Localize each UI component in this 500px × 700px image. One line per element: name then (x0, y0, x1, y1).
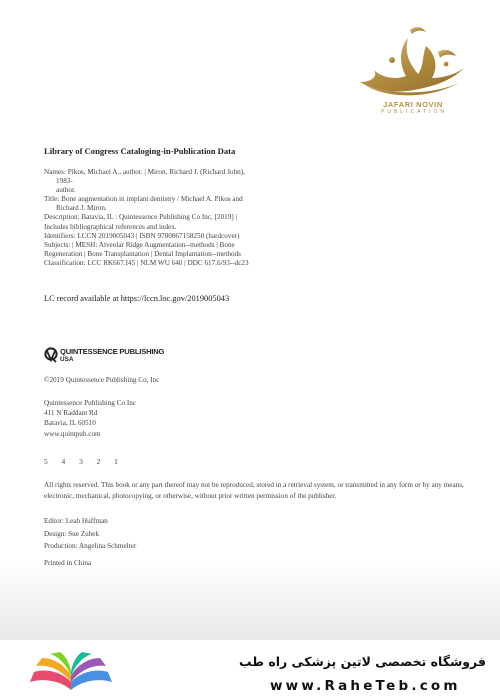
cip-line: 1983- (56, 177, 73, 186)
print-line: 5 4 3 2 1 (44, 457, 124, 466)
rights-statement: All rights reserved. This book or any part thereof may not be reproduced, stored in a retrieval system, or transmitted in any form or by any means, electronic, mechanical, photocopying, or otherwise, without prior written permission of the publisher. (44, 481, 464, 500)
cip-line: Identifiers: LCCN 2019005043 | ISBN 9780867158250 (hardcover) (44, 231, 240, 240)
cip-line: Title: Bone augmentation in implant dentistry / Michael A. Pikos and (44, 195, 243, 204)
quintessence-mark-icon (44, 347, 58, 363)
credits-list (44, 515, 136, 553)
cip-line: Subjects: | MESH: Alveolar Ridge Augmentation--methods | Bone (44, 240, 235, 249)
website-link[interactable]: www.quintpub.com (44, 429, 101, 438)
copyright-notice: ©2019 Quintessence Publishing Co, Inc (44, 376, 160, 384)
cip-line: Classification: LCC RK667.I45 | NLM WU 640 | DDC 617.6/93--dc23 (44, 258, 249, 267)
cip-line: Regeneration | Bone Transplantation | Dental Implantation--methods (44, 249, 241, 258)
store-name: فروشگاه تخصصی لاتین پزشکی راه طب (238, 654, 486, 669)
cip-line: Names: Pikos, Michael A., author. | Miron, Richard J. (Richard John), (44, 168, 245, 176)
calligraphy-emblem-icon (352, 24, 472, 104)
publisher-address (44, 398, 136, 439)
credit-editor: Editor: Leah Huffman (44, 517, 108, 525)
credit-design: Design: Sue Zubek (44, 529, 100, 538)
publisher-logo-name: JAFARI NOVIN (383, 100, 443, 109)
quintessence-name: QUINTESSENCE PUBLISHING (60, 347, 165, 356)
cip-line: Includes bibliographical references and index. (44, 222, 177, 231)
cip-title: Library of Congress Cataloging-in-Publication Data (44, 146, 236, 156)
address-line: Batavia, IL 60510 (44, 419, 96, 428)
store-url[interactable]: www.RaheTeb.com (270, 678, 461, 694)
address-line: Quintessence Publishing Co Inc (44, 399, 137, 407)
cip-line: Richard J. Miron. (56, 204, 107, 213)
address-line: 411 N Raddant Rd (44, 409, 98, 418)
publisher-logo-subtitle: PUBLICATION (381, 109, 447, 115)
cip-line: author. (56, 186, 76, 195)
quintessence-country: USA (60, 356, 74, 363)
open-book-rainbow-icon (26, 650, 116, 694)
cip-data-block (44, 168, 289, 268)
printed-in: Printed in China (44, 559, 92, 567)
quintessence-logo (44, 346, 174, 366)
lc-record-link[interactable]: LC record available at https://lccn.loc.gov/2019005043 (44, 294, 230, 303)
credit-production: Production: Angelina Schmelter (44, 542, 137, 550)
cip-line: Description: Batavia, IL : Quintessence Publishing Co Inc, [2019] | (44, 213, 238, 222)
